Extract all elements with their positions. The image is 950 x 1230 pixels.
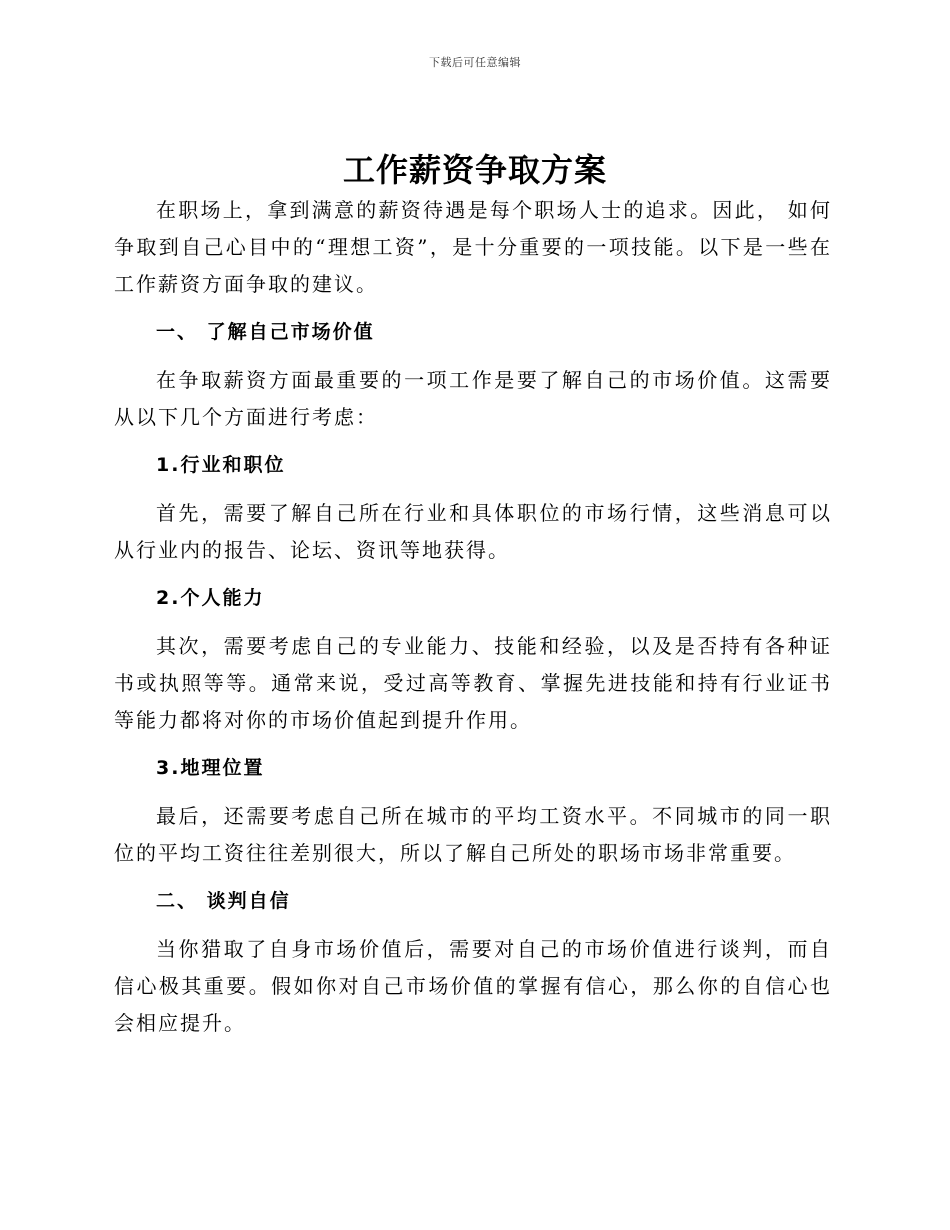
header-note: 下载后可任意编辑	[429, 56, 521, 69]
intro-paragraph: 在职场上，拿到满意的薪资待遇是每个职场人士的追求。因此， 如何争取到自己心目中的“理想工资”，是十分重要的一项技能。以下是一些在工作薪资方面争取的建议。	[114, 198, 832, 296]
ability-paragraph: 其次，需要考虑自己的专业能力、技能和经验，以及是否持有各种证书或执照等等。通常来说，受过高等教育、掌握先进技能和持有行业证书等能力都将对你的市场价值起到提升作用。	[114, 634, 832, 732]
section-heading-1: 一、 了解自己市场价值	[156, 321, 375, 343]
subheading-industry: 1.行业和职位	[156, 454, 286, 476]
document-body	[114, 192, 832, 1053]
section-2-paragraph: 当你猎取了自身市场价值后，需要对自己的市场价值进行谈判，而自信心极其重要。假如你对自己市场价值的掌握有信心，那么你的自信心也会相应提升。	[114, 937, 832, 1035]
section-heading-2: 二、 谈判自信	[156, 890, 291, 912]
location-paragraph: 最后，还需要考虑自己所在城市的平均工资水平。不同城市的同一职位的平均工资往往差别很大，所以了解自己所处的职场市场非常重要。	[114, 804, 832, 865]
subheading-location: 3.地理位置	[156, 757, 265, 779]
industry-paragraph: 首先，需要了解自己所在行业和具体职位的市场行情，这些消息可以从行业内的报告、论坛、资讯等地获得。	[114, 501, 832, 562]
document-title: 工作薪资争取方案	[342, 151, 607, 189]
section-1-paragraph: 在争取薪资方面最重要的一项工作是要了解自己的市场价值。这需要从以下几个方面进行考虑：	[114, 368, 832, 429]
subheading-ability: 2.个人能力	[156, 587, 265, 609]
